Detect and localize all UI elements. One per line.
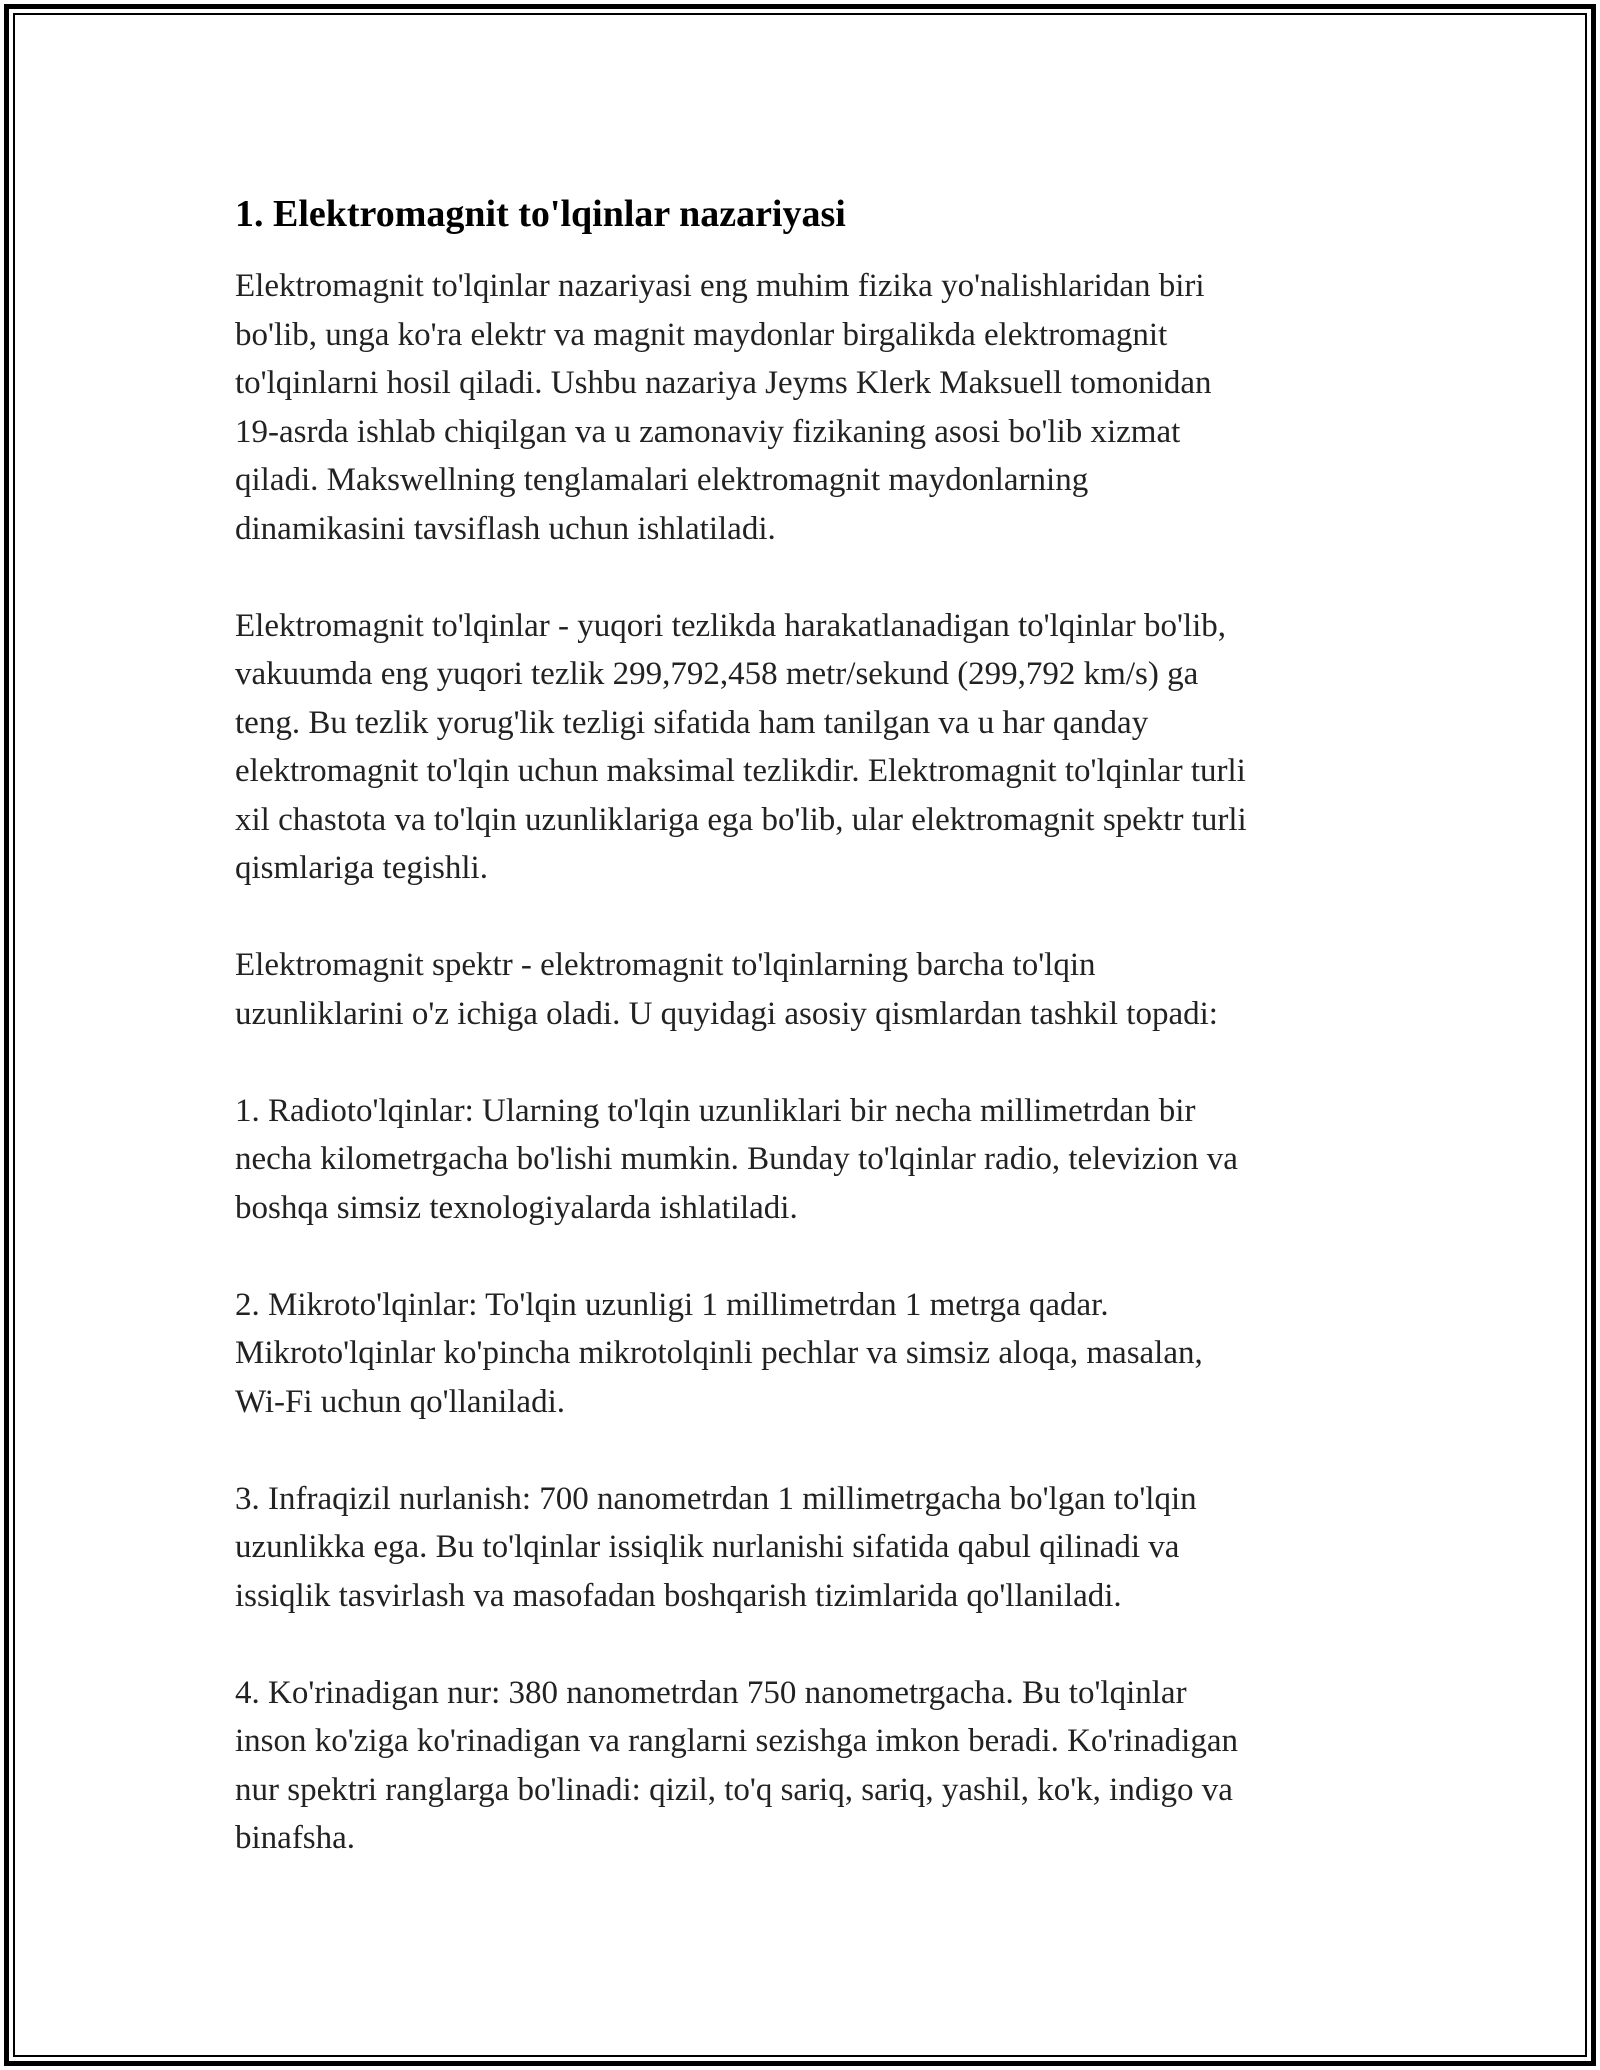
- list-item-visible-light: 4. Ko'rinadigan nur: 380 nanometrdan 750 nanometrgacha. Bu to'lqinlar inson ko'ziga ko'rinadigan va ranglarni sezishga imkon beradi. Ko'rinadigan nur spektri ranglarga bo'linadi: qizil, to'q sariq, sariq, yashil, ko'k, indigo va binafsha.: [235, 1674, 1238, 1856]
- paragraph-intro: Elektromagnit to'lqinlar nazariyasi eng muhim fizika yo'nalishlaridan biri bo'lib, unga ko'ra elektr va magnit maydonlar birgalikda elektromagnit to'lqinlarni hosil qiladi. Ushbu nazariya Jeyms Klerk Maksuell tomonidan 19-asrda ishlab chiqilgan va u zamonaviy fizikaning asosi bo'lib xizmat qiladi. Makswellning tenglamalari elektromagnit maydonlarning dinamikasini tavsiflash uchun ishlatiladi.: [235, 268, 1212, 547]
- document-body: [235, 188, 1385, 1863]
- list-item-radio-waves: 1. Radioto'lqinlar: Ularning to'lqin uzunliklari bir necha millimetrdan bir necha kilometrgacha bo'lishi mumkin. Bunday to'lqinlar radio, televizion va boshqa simsiz texnologiyalarda ishlatiladi.: [235, 1092, 1238, 1226]
- list-item-infrared: 3. Infraqizil nurlanish: 700 nanometrdan 1 millimetrgacha bo'lgan to'lqin uzunlikka ega. Bu to'lqinlar issiqlik nurlanishi sifatida qabul qilinadi va issiqlik tasvirlash va masofadan boshqarish tizimlarida qo'llaniladi.: [235, 1480, 1197, 1614]
- paragraph-spectrum: Elektromagnit spektr - elektromagnit to'lqinlarning barcha to'lqin uzunliklarini o'z ichiga oladi. U quyidagi asosiy qismlardan tashkil topadi:: [235, 947, 1218, 1032]
- list-item-microwaves: 2. Mikroto'lqinlar: To'lqin uzunligi 1 millimetrdan 1 metrga qadar. Mikroto'lqinlar ko'pincha mikrotolqinli pechlar va simsiz aloqa, masalan, Wi-Fi uchun qo'llaniladi.: [235, 1286, 1203, 1420]
- section-title: 1. Elektromagnit to'lqinlar nazariyasi: [235, 193, 846, 235]
- paragraph-wave-speed: Elektromagnit to'lqinlar - yuqori tezlikda harakatlanadigan to'lqinlar bo'lib, vakuumda eng yuqori tezlik 299,792,458 metr/sekund (299,792 km/s) ga teng. Bu tezlik yorug'lik tezligi sifatida ham tanilgan va u har qanday elektromagnit to'lqin uchun maksimal tezlikdir. Elektromagnit to'lqinlar turli xil chastota va to'lqin uzunliklariga ega bo'lib, ular elektromagnit spektr turli qismlariga tegishli.: [235, 607, 1247, 886]
